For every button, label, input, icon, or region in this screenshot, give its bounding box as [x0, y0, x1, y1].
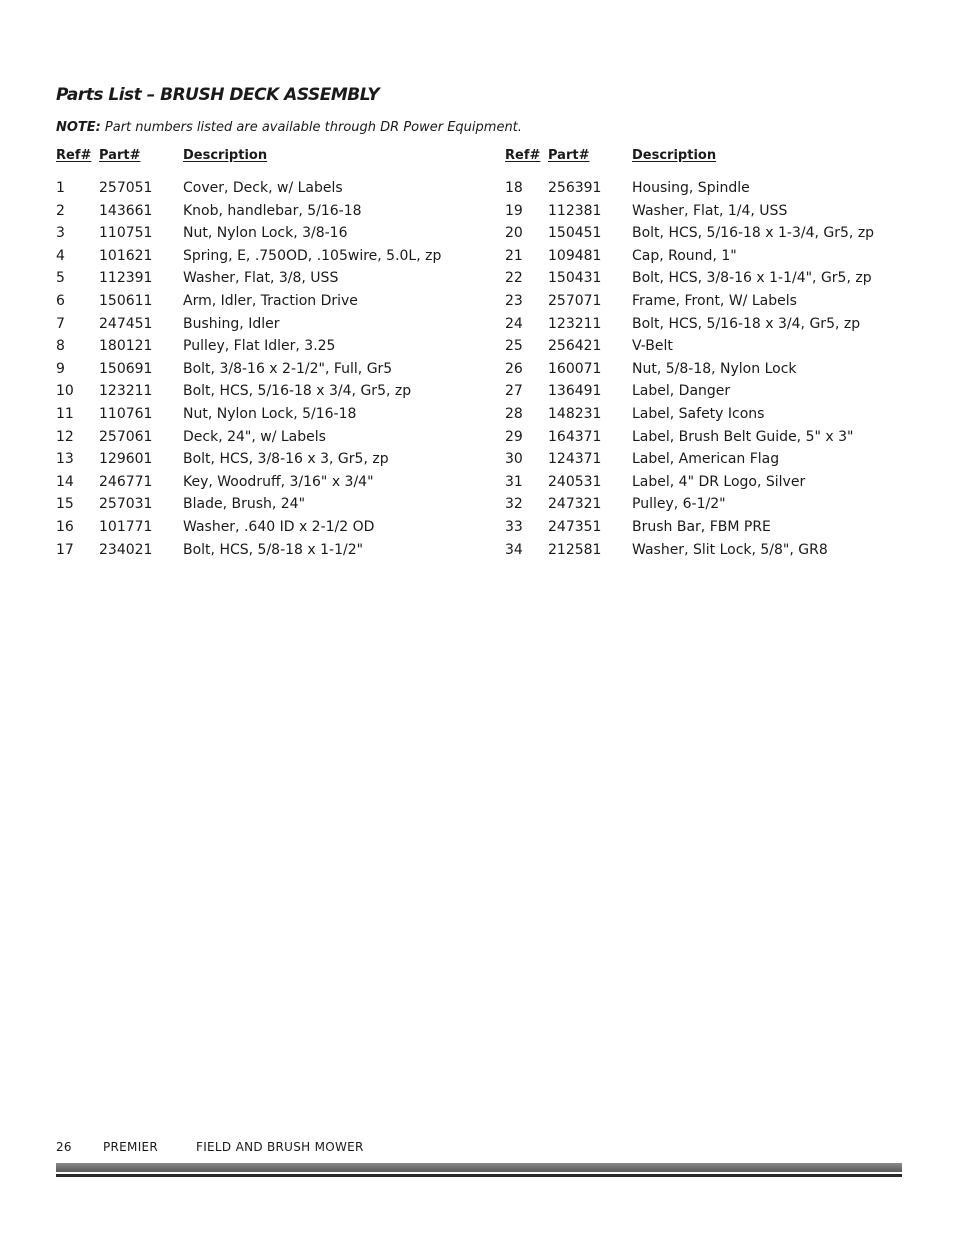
cell-ref: 7: [56, 315, 65, 332]
cell-part: 240531: [548, 473, 602, 490]
cell-description: Pulley, 6-1/2": [632, 496, 726, 513]
cell-ref: 30: [505, 451, 523, 468]
note-text: Part numbers listed are available through DR Power Equipment.: [104, 120, 522, 135]
cell-description: Nut, Nylon Lock, 3/8-16: [183, 225, 348, 242]
cell-ref: 26: [505, 360, 523, 377]
cell-description: Blade, Brush, 24": [183, 496, 306, 513]
cell-ref: 11: [56, 405, 74, 422]
cell-description: Washer, Slit Lock, 5/8", GR8: [632, 541, 828, 558]
cell-description: Bolt, HCS, 5/16-18 x 1-3/4, Gr5, zp: [632, 225, 875, 242]
footer-rule-thin: [56, 1174, 902, 1177]
cell-part: 246771: [99, 473, 153, 490]
cell-description: Label, 4" DR Logo, Silver: [632, 473, 806, 490]
cell-part: 110761: [99, 405, 153, 422]
cell-part: 101621: [99, 247, 153, 264]
cell-ref: 3: [56, 225, 65, 242]
cell-part: 256391: [548, 180, 602, 196]
footer-rule: [56, 1163, 902, 1179]
cell-ref: 18: [505, 180, 523, 196]
cell-ref: 16: [56, 518, 74, 535]
cell-ref: 15: [56, 496, 74, 513]
cell-part: 124371: [548, 451, 602, 468]
cell-part: 164371: [548, 428, 602, 445]
header-ref: Ref#: [56, 148, 92, 163]
cell-ref: 25: [505, 338, 523, 355]
cell-part: 257071: [548, 292, 602, 309]
page-title: Parts List – BRUSH DECK ASSEMBLY: [56, 85, 380, 105]
cell-ref: 17: [56, 541, 74, 558]
note: [56, 120, 522, 135]
header-description: Description: [632, 148, 717, 163]
footer-brand: PREMIER: [103, 1140, 159, 1154]
cell-ref: 34: [505, 541, 523, 558]
cell-ref: 24: [505, 315, 523, 332]
cell-part: 150451: [548, 225, 602, 242]
cell-ref: 14: [56, 473, 74, 490]
cell-description: Bolt, HCS, 3/8-16 x 3, Gr5, zp: [183, 451, 389, 468]
cell-ref: 23: [505, 292, 523, 309]
cell-ref: 6: [56, 292, 65, 309]
cell-ref: 27: [505, 383, 523, 400]
cell-description: Bolt, HCS, 5/16-18 x 3/4, Gr5, zp: [183, 383, 412, 400]
cell-part: 180121: [99, 338, 153, 355]
cell-part: 150611: [99, 292, 153, 309]
cell-description: Nut, Nylon Lock, 5/16-18: [183, 405, 357, 422]
cell-description: Label, Danger: [632, 383, 731, 400]
cell-description: V-Belt: [632, 338, 673, 355]
footer-product: FIELD AND BRUSH MOWER: [196, 1140, 364, 1154]
cell-ref: 4: [56, 247, 65, 264]
cell-ref: 12: [56, 428, 74, 445]
cell-ref: 1: [56, 180, 65, 196]
cell-ref: 29: [505, 428, 523, 445]
cell-part: 112381: [548, 202, 602, 219]
cell-description: Cap, Round, 1": [632, 247, 737, 264]
cell-description: Bolt, HCS, 3/8-16 x 1-1/4", Gr5, zp: [632, 270, 872, 287]
cell-ref: 2: [56, 202, 65, 219]
cell-ref: 13: [56, 451, 74, 468]
cell-description: Bolt, 3/8-16 x 2-1/2", Full, Gr5: [183, 360, 393, 377]
cell-part: 123211: [99, 383, 153, 400]
cell-part: 136491: [548, 383, 602, 400]
cell-ref: 8: [56, 338, 65, 355]
cell-description: Key, Woodruff, 3/16" x 3/4": [183, 473, 374, 490]
cell-part: 257051: [99, 180, 153, 196]
cell-description: Label, Safety Icons: [632, 405, 765, 422]
cell-part: 112391: [99, 270, 153, 287]
cell-description: Bolt, HCS, 5/16-18 x 3/4, Gr5, zp: [632, 315, 861, 332]
header-ref: Ref#: [505, 148, 541, 163]
note-label: NOTE:: [56, 120, 101, 135]
cell-ref: 22: [505, 270, 523, 287]
header-description: Description: [183, 148, 268, 163]
cell-description: Bushing, Idler: [183, 315, 280, 332]
cell-part: 123211: [548, 315, 602, 332]
cell-part: 160071: [548, 360, 602, 377]
cell-part: 150431: [548, 270, 602, 287]
cell-ref: 10: [56, 383, 74, 400]
cell-description: Deck, 24", w/ Labels: [183, 428, 326, 445]
cell-description: Cover, Deck, w/ Labels: [183, 180, 343, 196]
cell-description: Pulley, Flat Idler, 3.25: [183, 338, 336, 355]
cell-part: 148231: [548, 405, 602, 422]
cell-ref: 5: [56, 270, 65, 287]
footer-rule-thick: [56, 1163, 902, 1172]
cell-ref: 9: [56, 360, 65, 377]
cell-part: 257061: [99, 428, 153, 445]
cell-description: Label, Brush Belt Guide, 5" x 3": [632, 428, 854, 445]
cell-part: 247351: [548, 518, 602, 535]
cell-ref: 31: [505, 473, 523, 490]
cell-ref: 32: [505, 496, 523, 513]
cell-description: Label, American Flag: [632, 451, 780, 468]
cell-part: 234021: [99, 541, 153, 558]
cell-part: 247451: [99, 315, 153, 332]
cell-part: 109481: [548, 247, 602, 264]
cell-description: Arm, Idler, Traction Drive: [183, 292, 358, 309]
cell-part: 257031: [99, 496, 153, 513]
cell-description: Bolt, HCS, 5/8-18 x 1-1/2": [183, 541, 364, 558]
cell-ref: 20: [505, 225, 523, 242]
cell-part: 110751: [99, 225, 153, 242]
cell-description: Washer, .640 ID x 2-1/2 OD: [183, 518, 375, 535]
cell-part: 247321: [548, 496, 602, 513]
cell-part: 101771: [99, 518, 153, 535]
page-number: 26: [56, 1140, 72, 1154]
cell-description: Washer, Flat, 1/4, USS: [632, 202, 788, 219]
cell-part: 150691: [99, 360, 153, 377]
cell-part: 256421: [548, 338, 602, 355]
cell-ref: 33: [505, 518, 523, 535]
cell-part: 212581: [548, 541, 602, 558]
cell-part: 129601: [99, 451, 153, 468]
cell-description: Washer, Flat, 3/8, USS: [183, 270, 339, 287]
cell-description: Housing, Spindle: [632, 180, 750, 196]
cell-description: Nut, 5/8-18, Nylon Lock: [632, 360, 797, 377]
header-part: Part#: [548, 148, 590, 163]
cell-ref: 19: [505, 202, 523, 219]
cell-description: Spring, E, .750OD, .105wire, 5.0L, zp: [183, 247, 442, 264]
cell-description: Knob, handlebar, 5/16-18: [183, 202, 362, 219]
cell-ref: 28: [505, 405, 523, 422]
cell-part: 143661: [99, 202, 153, 219]
cell-description: Frame, Front, W/ Labels: [632, 292, 797, 309]
cell-ref: 21: [505, 247, 523, 264]
header-part: Part#: [99, 148, 141, 163]
cell-description: Brush Bar, FBM PRE: [632, 518, 771, 535]
